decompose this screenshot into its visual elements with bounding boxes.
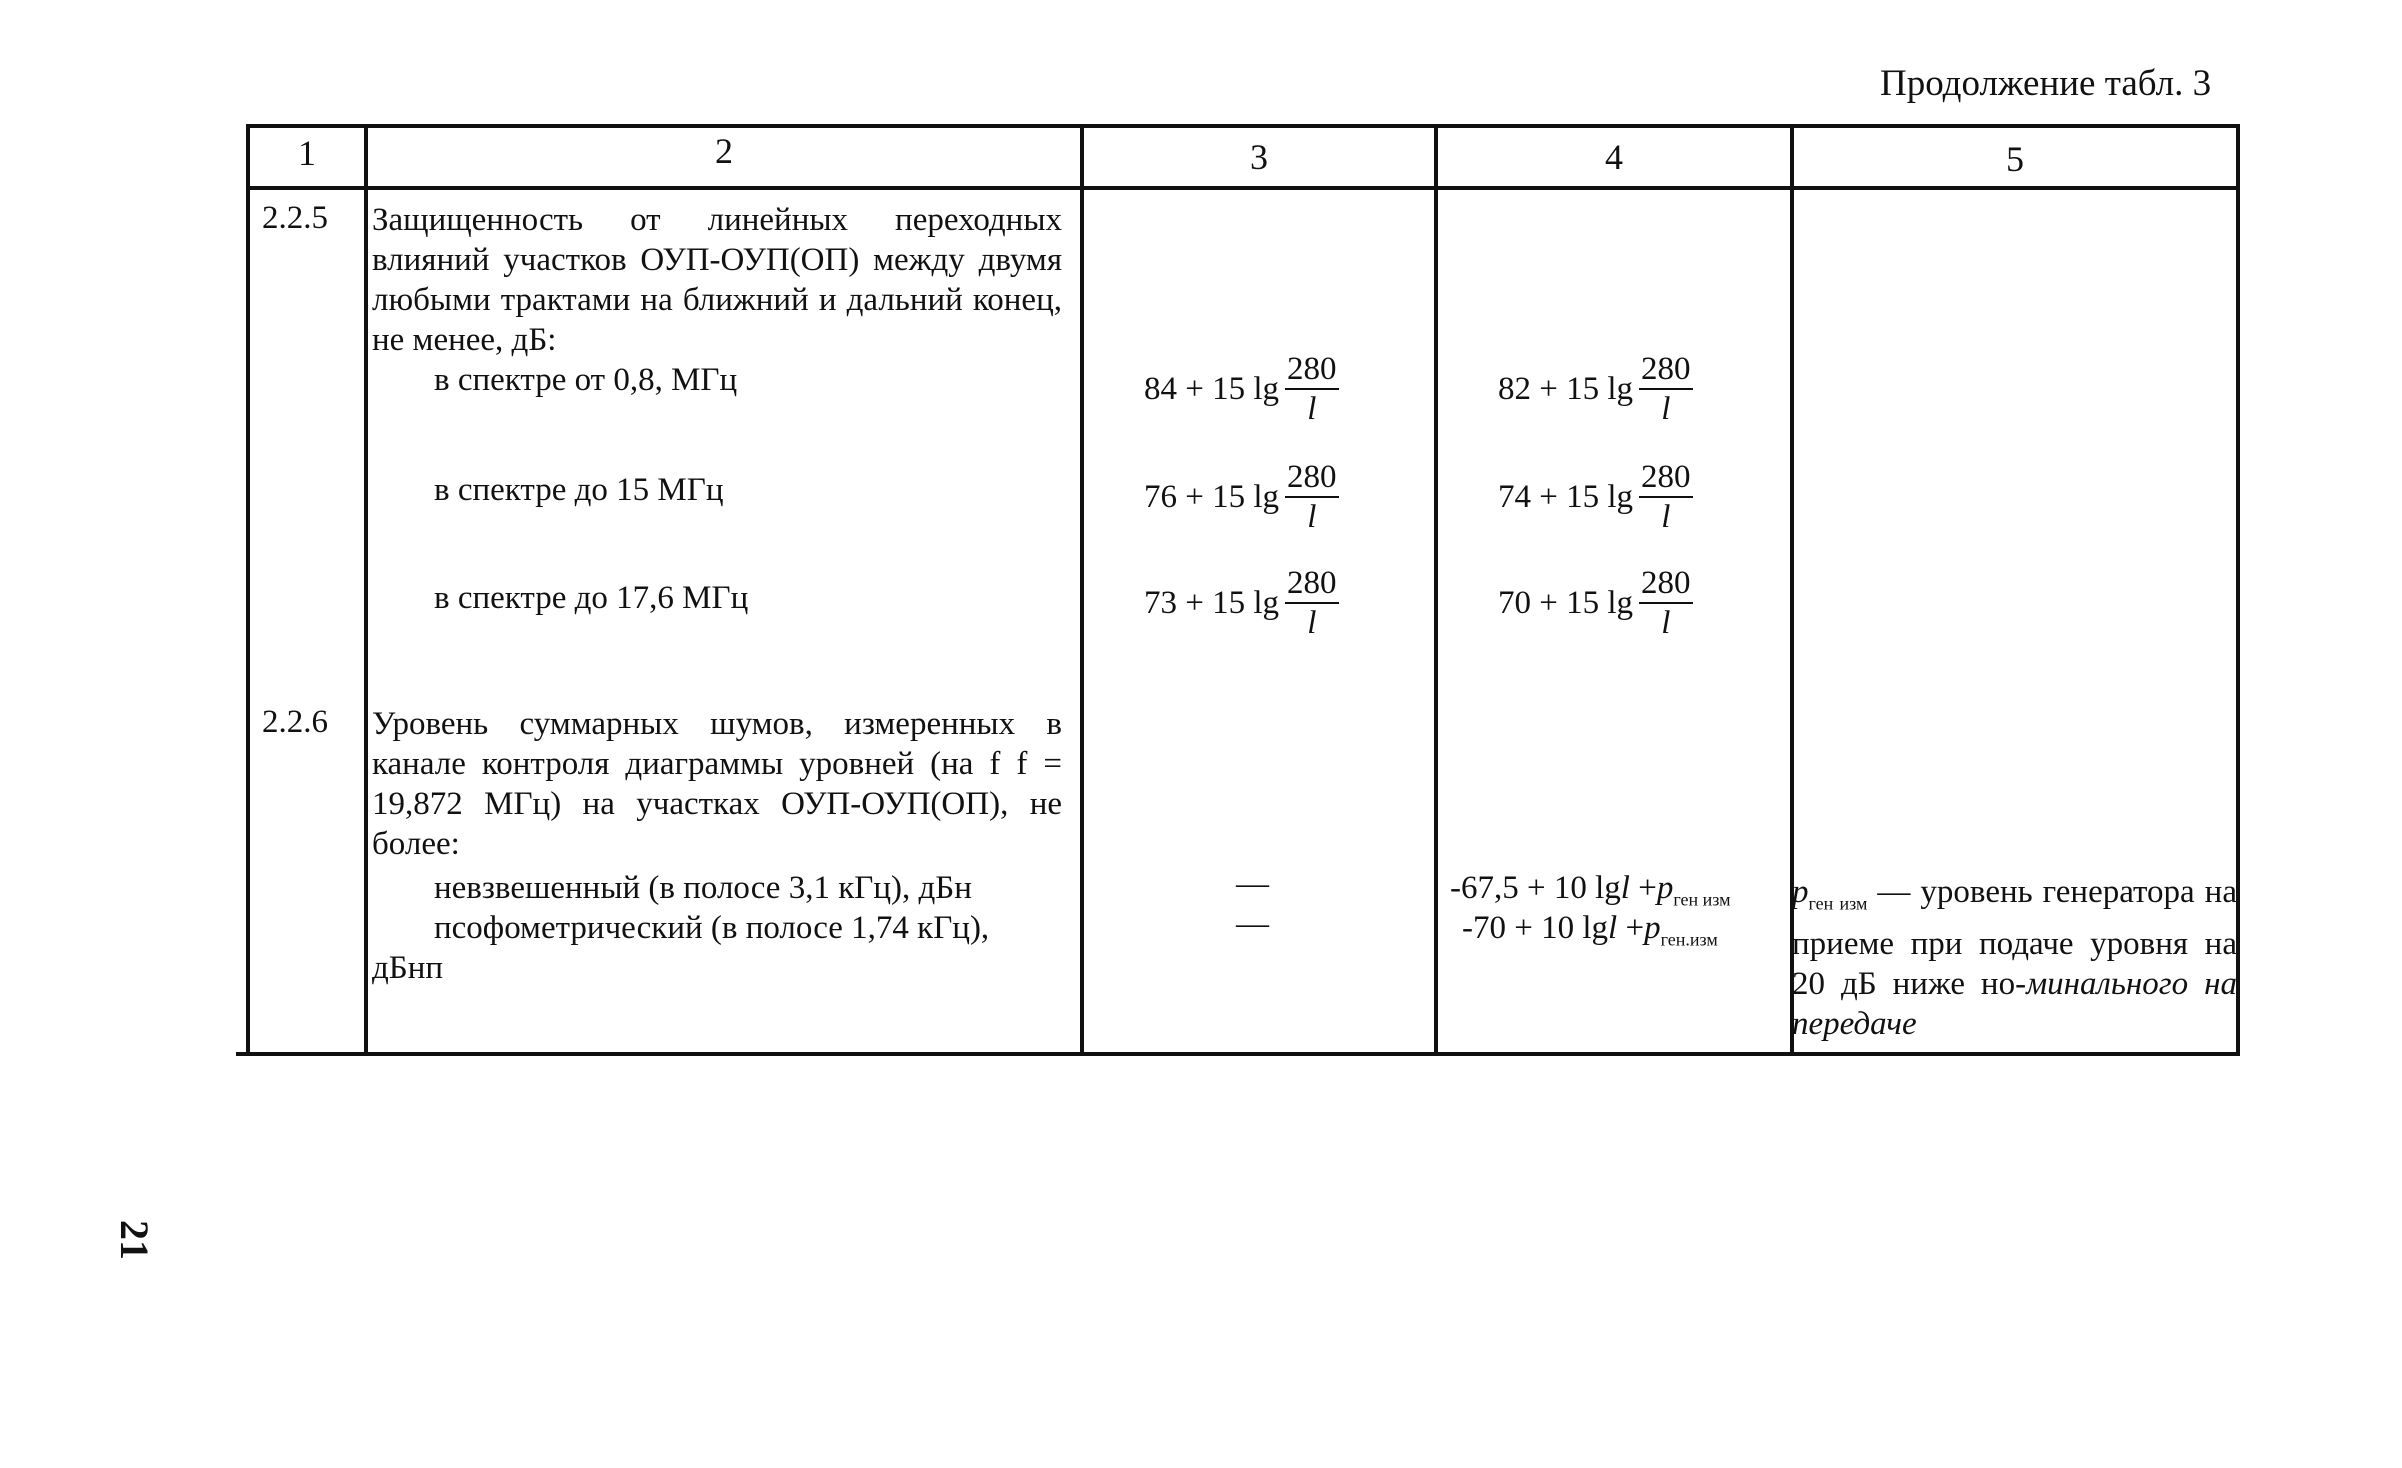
- empty-value-dash: —: [1236, 906, 1269, 942]
- formula-plus: +: [1617, 910, 1645, 946]
- formula-p: p: [1656, 870, 1674, 906]
- formula-base: 70 + 15 lg: [1498, 584, 1634, 621]
- subrow-label: в спектре от 0,8, МГц: [434, 362, 738, 398]
- fraction-denominator: l: [1307, 499, 1317, 535]
- formula-base: 76 + 15 lg: [1144, 478, 1280, 515]
- subrow-label-continuation: дБнп: [372, 950, 444, 986]
- fraction: [1285, 350, 1339, 428]
- note-text: — уровень генератора на приеме при подаче уровня на 20 дБ ниже но-: [1792, 874, 2237, 1002]
- formula-variable: l: [1620, 870, 1630, 906]
- table-top-border: [246, 124, 2240, 128]
- row-number-2-2-6: 2.2.6: [262, 704, 328, 740]
- fraction-numerator: 280: [1639, 458, 1693, 498]
- formula-plus: +: [1629, 870, 1657, 906]
- table-left-border: [246, 124, 250, 1054]
- fraction-denominator: l: [1661, 499, 1671, 535]
- col-divider-1: [364, 124, 368, 1054]
- formula-col4: [1498, 564, 1693, 642]
- subrow-label: невзвешенный (в полосе 3,1 кГц), дБн: [434, 870, 972, 906]
- subrow-label: псофометрический (в полосе 1,74 кГц),: [434, 910, 990, 946]
- formula-subscript: ген изм: [1673, 889, 1731, 910]
- row-2-2-6-note: [1792, 872, 2237, 1044]
- fraction-numerator: 280: [1639, 564, 1693, 604]
- col-header-1: 1: [298, 133, 316, 173]
- formula-base: 82 + 15 lg: [1498, 370, 1634, 407]
- fraction-numerator: 280: [1285, 458, 1339, 498]
- table-header-divider: [246, 186, 2240, 190]
- formula-base: 74 + 15 lg: [1498, 478, 1634, 515]
- formula-base: -70 + 10 lg: [1462, 910, 1609, 946]
- formula-col4: [1462, 910, 1718, 951]
- note-subscript: ген изм: [1808, 893, 1868, 914]
- col-header-3: 3: [1250, 137, 1268, 177]
- fraction: [1639, 564, 1693, 642]
- formula-variable: l: [1608, 910, 1618, 946]
- fraction: [1639, 458, 1693, 536]
- fraction: [1285, 564, 1339, 642]
- formula-col4: [1498, 350, 1693, 428]
- formula-subscript: ген.изм: [1660, 929, 1718, 950]
- note-italic-text: минального на передаче: [1792, 965, 2237, 1042]
- table-continuation-label: Продолжение табл. 3: [1880, 63, 2212, 104]
- row-number-2-2-5: 2.2.5: [262, 200, 328, 236]
- fraction-denominator: l: [1307, 605, 1317, 641]
- fraction-numerator: 280: [1639, 350, 1693, 390]
- fraction: [1285, 458, 1339, 536]
- fraction-numerator: 280: [1285, 564, 1339, 604]
- formula-col3: [1144, 458, 1339, 536]
- formula-col4: [1498, 458, 1693, 536]
- subrow-label: в спектре до 15 МГц: [434, 472, 724, 508]
- formula-col3: [1144, 564, 1339, 642]
- subrow-label: в спектре до 17,6 МГц: [434, 580, 749, 616]
- col-divider-3: [1434, 124, 1438, 1054]
- fraction-denominator: l: [1661, 391, 1671, 427]
- col-header-4: 4: [1605, 137, 1623, 177]
- row-2-2-6-description: Уровень суммарных шумов, измеренных в канале контроля диаграммы уровней (на f f = 19,872 МГц) на участках ОУП-ОУП(ОП), не более:: [372, 706, 1062, 862]
- fraction-denominator: l: [1307, 391, 1317, 427]
- formula-col3: [1144, 350, 1339, 428]
- table-bottom-border: [236, 1052, 2240, 1056]
- empty-value-dash: —: [1236, 866, 1269, 902]
- col-divider-2: [1080, 124, 1084, 1054]
- formula-base: 84 + 15 lg: [1144, 370, 1280, 407]
- col-header-5: 5: [2006, 139, 2024, 179]
- row-2-2-5-description: Защищенность от линейных переходных влияний участков ОУП-ОУП(ОП) между двумя любыми трактами на ближний и дальний конец, не менее, дБ:: [372, 202, 1062, 358]
- fraction-numerator: 280: [1285, 350, 1339, 390]
- formula-p: p: [1644, 910, 1661, 946]
- formula-col4: [1450, 870, 1730, 911]
- fraction-denominator: l: [1661, 605, 1671, 641]
- page-number: 21: [112, 1220, 157, 1260]
- col-header-2: 2: [715, 131, 733, 171]
- formula-base: -67,5 + 10 lg: [1450, 870, 1621, 906]
- formula-base: 73 + 15 lg: [1144, 584, 1280, 621]
- note-p-symbol: p: [1792, 874, 1809, 910]
- fraction: [1639, 350, 1693, 428]
